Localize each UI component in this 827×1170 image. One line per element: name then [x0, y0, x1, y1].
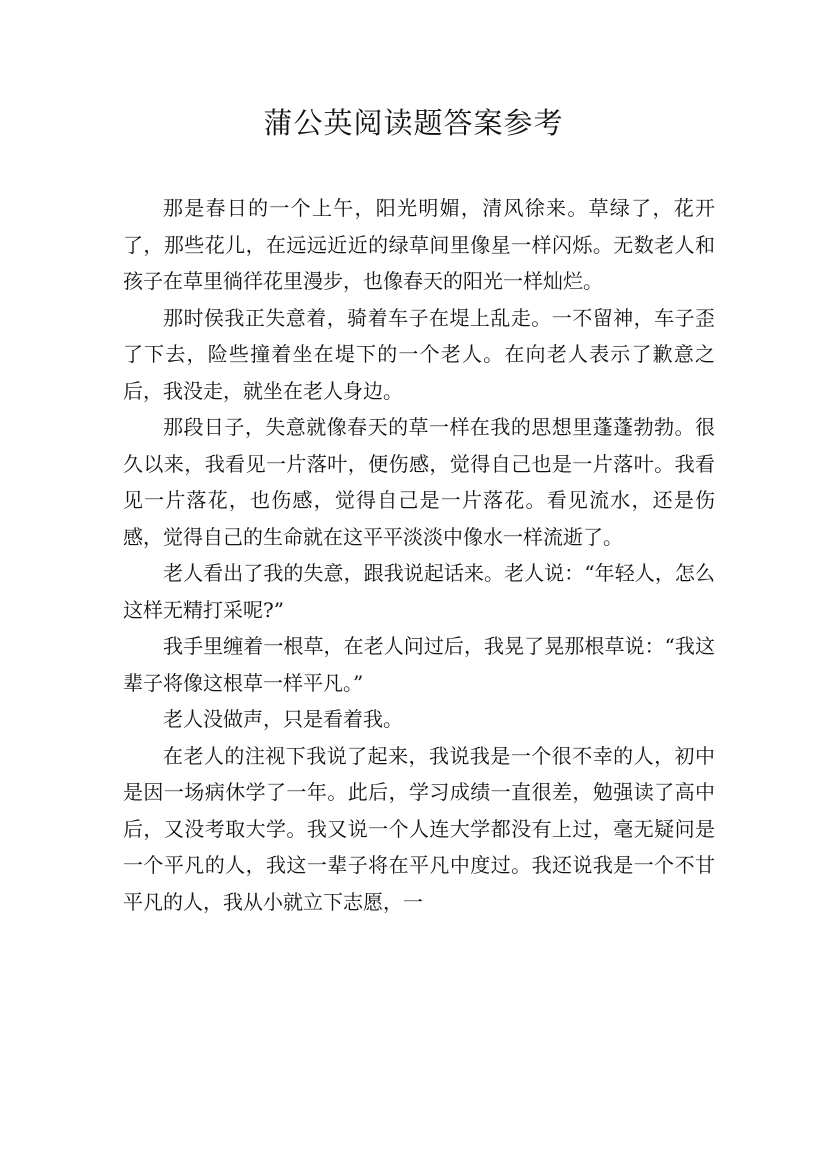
paragraph-4: 老人看出了我的失意，跟我说起话来。老人说：“年轻人，怎么这样无精打采呢?” [123, 561, 715, 622]
paragraph-2: 那时侯我正失意着，骑着车子在堤上乱走。一不留神，车子歪了下去，险些撞着坐在堤下的一个老人。在向老人表示了歉意之后，我没走，就坐在老人身边。 [123, 305, 715, 403]
document-title: 蒲公英阅读题答案参考 [263, 106, 564, 140]
paragraph-7: 在老人的注视下我说了起来，我说我是一个很不幸的人，初中是因一场病休学了一年。此后，学习成绩一直很差，勉强读了高中后，又没考取大学。我又说一个人连大学都没有上过，毫无疑问是一个平凡的人，我这一辈子将在平凡中度过。我还说我是一个不甘平凡的人，我从小就立下志愿，一 [123, 743, 715, 914]
paragraph-5: 我手里缠着一根草，在老人问过后，我晃了晃那根草说：“我这辈子将像这根草一样平凡。” [123, 634, 715, 695]
paragraph-6: 老人没做声，只是看着我。 [163, 707, 403, 731]
paragraph-3: 那段日子，失意就像春天的草一样在我的思想里蓬蓬勃勃。很久以来，我看见一片落叶，便伤感，觉得自己也是一片落叶。我看见一片落花，也伤感，觉得自己是一片落花。看见流水，还是伤感，觉得自己的生命就在这平平淡淡中像水一样流逝了。 [123, 415, 715, 549]
paragraph-1: 那是春日的一个上午，阳光明媚，清风徐来。草绿了，花开了，那些花儿，在远远近近的绿草间里像星一样闪烁。无数老人和孩子在草里徜徉花里漫步，也像春天的阳光一样灿烂。 [123, 196, 715, 293]
document-body [123, 190, 715, 920]
